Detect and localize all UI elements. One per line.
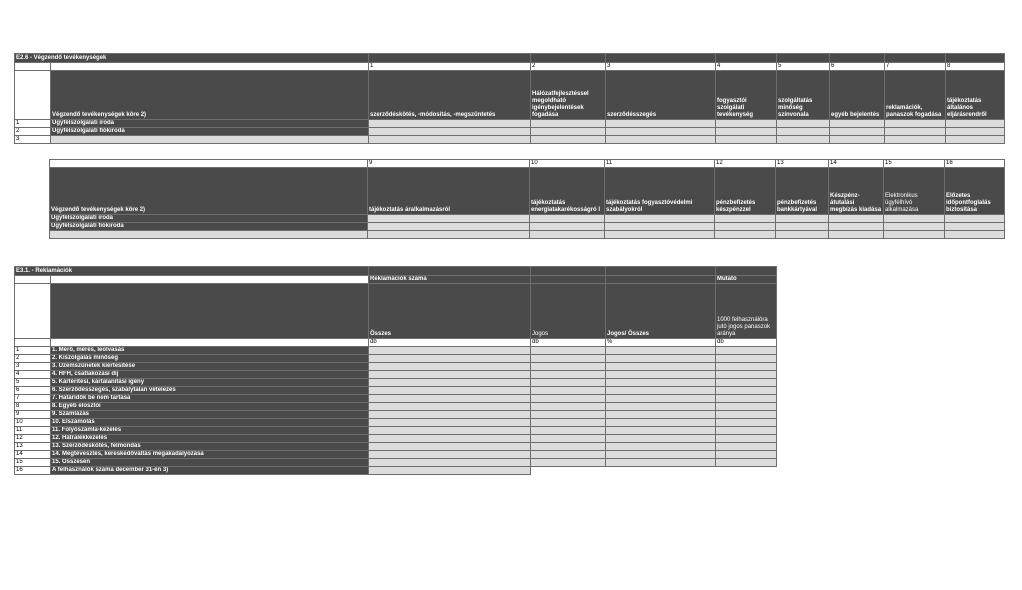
row-number: 11: [15, 427, 51, 435]
row-label: 9. Számlázás: [51, 411, 369, 419]
row-label: 4. HFH, csatlakozási díj: [51, 371, 369, 379]
input-cell[interactable]: [715, 215, 776, 223]
input-cell[interactable]: [531, 419, 606, 427]
col-number: 11: [605, 160, 715, 168]
table-row: [15, 363, 777, 371]
column-header: fogyasztói szolgálati tevékenység: [716, 71, 777, 120]
column-header: tájékoztatás fogyasztóvédelmi szabályokról: [605, 168, 715, 215]
table-row: [15, 379, 777, 387]
input-cell[interactable]: [946, 128, 1005, 136]
table-row: [15, 128, 1005, 136]
input-cell[interactable]: [606, 435, 716, 443]
column-header: Jogos: [531, 284, 606, 339]
input-cell[interactable]: [716, 387, 777, 395]
row-label: Ügyfélszolgálati fiókiroda: [50, 223, 368, 231]
row-label: 10. Elszámolás: [51, 419, 369, 427]
input-cell[interactable]: [829, 215, 884, 223]
input-cell[interactable]: [606, 355, 716, 363]
input-cell[interactable]: [369, 411, 531, 419]
row-label: 11. Folyószámla-kezelés: [51, 427, 369, 435]
input-cell[interactable]: [369, 355, 531, 363]
input-cell[interactable]: [368, 231, 530, 239]
table-row: [15, 355, 777, 363]
input-cell[interactable]: [884, 223, 945, 231]
row-label: 14. Megtévesztés, kereskedőváltás megakadályozása: [51, 451, 369, 459]
input-cell[interactable]: [606, 419, 716, 427]
input-cell[interactable]: [716, 411, 777, 419]
column-header: Hálózatfejlesztéssel megoldható igénybejelentések fogadása: [531, 71, 606, 120]
row-label-header: Végzendő tevékenységek köre 2): [50, 168, 368, 215]
input-cell[interactable]: [369, 363, 531, 371]
activities-table-2: [49, 159, 1005, 239]
input-cell[interactable]: [369, 459, 531, 467]
row-number: 8: [15, 403, 51, 411]
table-row: [50, 231, 1005, 239]
row-label: Ügyfélszolgálati iroda: [51, 120, 369, 128]
input-cell[interactable]: [531, 363, 606, 371]
row-number: 6: [15, 387, 51, 395]
unit-cell: db: [369, 339, 531, 347]
input-cell[interactable]: [606, 379, 716, 387]
input-cell[interactable]: [606, 136, 716, 144]
col-number: 12: [715, 160, 776, 168]
input-cell[interactable]: [369, 427, 531, 435]
input-cell[interactable]: [777, 136, 830, 144]
input-cell[interactable]: [777, 120, 830, 128]
input-cell[interactable]: [716, 371, 777, 379]
input-cell[interactable]: [531, 459, 606, 467]
column-header: reklamációk, panaszok fogadása: [885, 71, 946, 120]
table-row: [15, 419, 777, 427]
input-cell[interactable]: [716, 120, 777, 128]
col-number: 10: [530, 160, 605, 168]
empty-cell: [716, 467, 777, 475]
table-1-title: E2.6 - Végzendő tevékenységek: [15, 54, 369, 63]
row-label: 8. Egyéb elosztói: [51, 403, 369, 411]
input-cell[interactable]: [369, 347, 531, 355]
row-number: 4: [15, 371, 51, 379]
input-cell[interactable]: [530, 231, 605, 239]
row-label: 15. Összesen: [51, 459, 369, 467]
empty-cell: [606, 467, 716, 475]
input-cell[interactable]: [531, 371, 606, 379]
input-cell[interactable]: [530, 223, 605, 231]
input-cell[interactable]: [776, 223, 829, 231]
col-number: 7: [885, 63, 946, 71]
input-cell[interactable]: [531, 395, 606, 403]
unit-cell: %: [606, 339, 716, 347]
column-header: szolgáltatás minőség színvonala: [777, 71, 830, 120]
column-header: szerződéskötés, -módosítás, -megszüntetés: [369, 71, 531, 120]
input-cell[interactable]: [606, 451, 716, 459]
row-number: 1: [15, 120, 51, 128]
input-cell[interactable]: [531, 120, 606, 128]
input-cell[interactable]: [945, 223, 1005, 231]
input-cell[interactable]: [776, 231, 829, 239]
input-cell[interactable]: [531, 379, 606, 387]
column-header: Előzetes időpontfoglalás biztosítása: [945, 168, 1005, 215]
input-cell[interactable]: [716, 347, 777, 355]
row-label: 7. Határidők be nem tartása: [51, 395, 369, 403]
input-cell[interactable]: [777, 128, 830, 136]
col-number: 16: [945, 160, 1005, 168]
table-row: [15, 411, 777, 419]
input-cell[interactable]: [531, 136, 606, 144]
input-cell[interactable]: [606, 387, 716, 395]
input-cell[interactable]: [606, 427, 716, 435]
column-header: tájékoztatás áralkalmazásról: [368, 168, 530, 215]
col-number: 14: [829, 160, 884, 168]
input-cell[interactable]: [945, 215, 1005, 223]
input-cell[interactable]: [369, 120, 531, 128]
column-header: pénzbefizetés bankkártyával: [776, 168, 829, 215]
input-cell[interactable]: [946, 120, 1005, 128]
row-number: 2: [15, 128, 51, 136]
input-cell[interactable]: [606, 443, 716, 451]
group-header: Reklamációk száma: [369, 276, 531, 284]
row-label: 5. Kártérítési, kártalanítási igény: [51, 379, 369, 387]
input-cell[interactable]: [531, 347, 606, 355]
input-cell[interactable]: [531, 435, 606, 443]
row-label: [51, 136, 369, 144]
input-cell[interactable]: [368, 223, 530, 231]
column-header: Jogos/ Összes: [606, 284, 716, 339]
col-number: 6: [830, 63, 885, 71]
row-number: 9: [15, 411, 51, 419]
input-cell[interactable]: [605, 223, 715, 231]
row-label: Ügyfélszolgálati iroda: [50, 215, 368, 223]
row-label: 2. Kiszolgálás minőség: [51, 355, 369, 363]
column-header: Összes: [369, 284, 531, 339]
col-number: 1: [369, 63, 531, 71]
column-header: egyéb bejelentés: [830, 71, 885, 120]
input-cell[interactable]: [606, 371, 716, 379]
input-cell[interactable]: [716, 443, 777, 451]
input-cell[interactable]: [531, 451, 606, 459]
row-label: 6. Szerződésszegés, szabálytalan vételezés: [51, 387, 369, 395]
input-cell[interactable]: [368, 215, 530, 223]
input-cell[interactable]: [830, 136, 885, 144]
input-cell[interactable]: [716, 451, 777, 459]
col-number: 2: [531, 63, 606, 71]
input-cell[interactable]: [369, 451, 531, 459]
input-cell[interactable]: [369, 395, 531, 403]
input-cell[interactable]: [369, 371, 531, 379]
input-cell[interactable]: [884, 231, 945, 239]
column-header: pénzbefizetés készpénzzel: [715, 168, 776, 215]
row-number: 7: [15, 395, 51, 403]
input-cell[interactable]: [716, 395, 777, 403]
row-label: [50, 231, 368, 239]
input-cell[interactable]: [716, 427, 777, 435]
input-cell[interactable]: [716, 379, 777, 387]
input-cell[interactable]: [829, 231, 884, 239]
input-cell[interactable]: [531, 387, 606, 395]
table-row: [15, 395, 777, 403]
table-row: [15, 427, 777, 435]
table-row: [15, 347, 777, 355]
input-cell[interactable]: [531, 411, 606, 419]
table-row: [50, 223, 1005, 231]
input-cell[interactable]: [605, 231, 715, 239]
table-row: [15, 403, 777, 411]
input-cell[interactable]: [606, 459, 716, 467]
input-cell[interactable]: [606, 411, 716, 419]
column-header: tájékoztatás energiatakarékosságró l: [530, 168, 605, 215]
input-cell[interactable]: [605, 215, 715, 223]
complaints-table: [14, 266, 777, 475]
input-cell[interactable]: [531, 427, 606, 435]
input-cell[interactable]: [715, 231, 776, 239]
col-number: 9: [368, 160, 530, 168]
input-cell[interactable]: [715, 223, 776, 231]
col-number: 4: [716, 63, 777, 71]
input-cell[interactable]: [716, 355, 777, 363]
row-label: A felhasználók száma december 31-én 3): [51, 467, 369, 475]
table-row: [50, 215, 1005, 223]
input-cell[interactable]: [369, 403, 531, 411]
col-number: 15: [884, 160, 945, 168]
input-cell[interactable]: [606, 120, 716, 128]
input-cell[interactable]: [716, 363, 777, 371]
row-number: 14: [15, 451, 51, 459]
input-cell[interactable]: [606, 363, 716, 371]
input-cell[interactable]: [716, 435, 777, 443]
row-number: 2: [15, 355, 51, 363]
input-cell[interactable]: [369, 136, 531, 144]
input-cell[interactable]: [606, 347, 716, 355]
row-number: 3: [15, 363, 51, 371]
input-cell[interactable]: [716, 419, 777, 427]
group-header: Mutató: [716, 276, 777, 284]
input-cell[interactable]: [369, 443, 531, 451]
row-label: 13. Szerződéskötés, felmondás: [51, 443, 369, 451]
input-cell[interactable]: [716, 128, 777, 136]
input-cell[interactable]: [369, 435, 531, 443]
input-cell[interactable]: [369, 467, 531, 475]
input-cell[interactable]: [945, 231, 1005, 239]
row-number: 3: [15, 136, 51, 144]
row-number: 12: [15, 435, 51, 443]
input-cell[interactable]: [830, 128, 885, 136]
unit-cell: db: [531, 339, 606, 347]
row-number: 16: [15, 467, 51, 475]
input-cell[interactable]: [530, 215, 605, 223]
input-cell[interactable]: [531, 128, 606, 136]
column-header: szerződésszegés: [606, 71, 716, 120]
col-number: 3: [606, 63, 716, 71]
activities-table-1: [14, 53, 1005, 144]
row-label: 3. Üzemszünetek kiértesítése: [51, 363, 369, 371]
input-cell[interactable]: [606, 403, 716, 411]
table-row: [15, 467, 777, 475]
input-cell[interactable]: [606, 395, 716, 403]
input-cell[interactable]: [716, 136, 777, 144]
input-cell[interactable]: [776, 215, 829, 223]
table-row: [15, 136, 1005, 144]
row-label: 1. Mérő, mérés, leolvasás: [51, 347, 369, 355]
input-cell[interactable]: [369, 379, 531, 387]
row-number: 10: [15, 419, 51, 427]
input-cell[interactable]: [829, 223, 884, 231]
table-row: [15, 443, 777, 451]
input-cell[interactable]: [885, 136, 946, 144]
unit-cell: db: [716, 339, 777, 347]
column-header: 1000 felhasználóra jutó jogos panaszok aránya: [716, 284, 777, 339]
input-cell[interactable]: [606, 128, 716, 136]
table-3-title: E3.1. - Reklamációk: [15, 267, 369, 276]
input-cell[interactable]: [531, 443, 606, 451]
table-row: [15, 451, 777, 459]
column-header: Készpénz-átutalási megbízás kiadása: [829, 168, 884, 215]
col-number: 5: [777, 63, 830, 71]
table-row: [15, 120, 1005, 128]
input-cell[interactable]: [716, 459, 777, 467]
col-number: 13: [776, 160, 829, 168]
input-cell[interactable]: [884, 215, 945, 223]
table-row: [15, 371, 777, 379]
table-row: [15, 459, 777, 467]
row-number: 15: [15, 459, 51, 467]
empty-cell: [531, 467, 606, 475]
row-label: 12. Hátralékkezelés: [51, 435, 369, 443]
input-cell[interactable]: [531, 355, 606, 363]
input-cell[interactable]: [369, 128, 531, 136]
input-cell[interactable]: [830, 120, 885, 128]
input-cell[interactable]: [946, 136, 1005, 144]
row-label: Ügyfélszolgálati fiókiroda: [51, 128, 369, 136]
row-label-header: Végzendő tevékenységek köre 2): [51, 71, 369, 120]
column-header: Elektronikus ügyfélhívó alkalmazása: [884, 168, 945, 215]
column-header: tájékoztatás általános eljárásrendről: [946, 71, 1005, 120]
input-cell[interactable]: [369, 387, 531, 395]
row-number: 1: [15, 347, 51, 355]
input-cell[interactable]: [531, 403, 606, 411]
table-row: [15, 387, 777, 395]
input-cell[interactable]: [369, 419, 531, 427]
row-number: 5: [15, 379, 51, 387]
input-cell[interactable]: [885, 128, 946, 136]
row-number: 13: [15, 443, 51, 451]
table-row: [15, 435, 777, 443]
input-cell[interactable]: [716, 403, 777, 411]
col-number: 8: [946, 63, 1005, 71]
input-cell[interactable]: [885, 120, 946, 128]
